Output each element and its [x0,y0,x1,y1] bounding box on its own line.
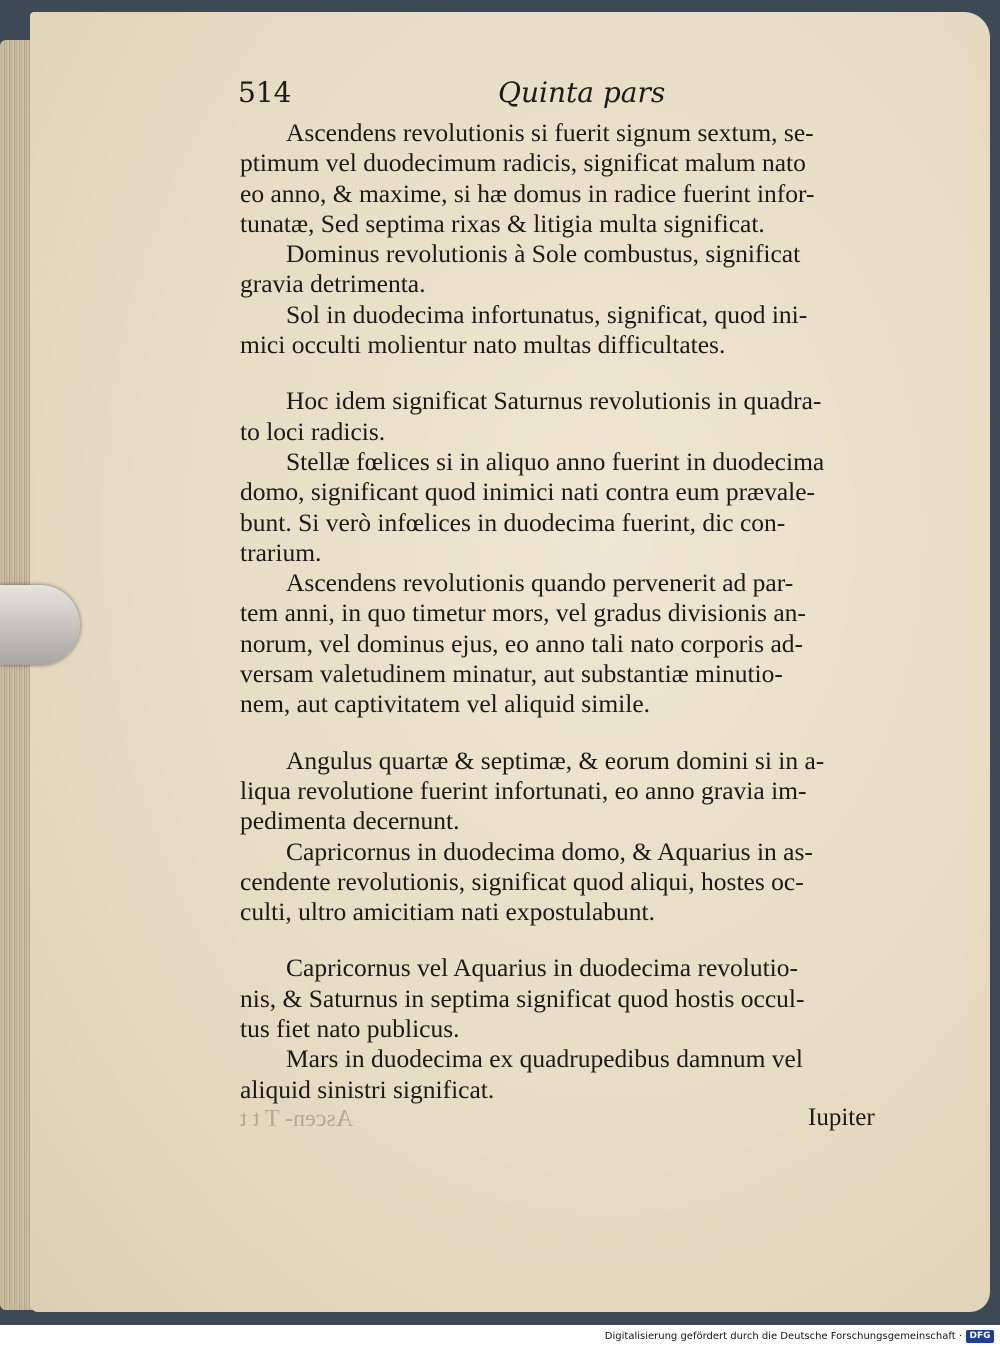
text-line: Capricornus in duodecima domo, & Aquarius in as- [286,836,813,866]
text-line: mici occulti molientur nato multas difficultates. [240,330,726,360]
paragraph [240,953,900,1044]
text-line: Sol in duodecima infortunatus, significat, quod ini- [286,299,808,329]
page-number: 514 [238,76,292,109]
text-line: nem, aut captivitatem vel aliquid simile. [240,689,651,719]
paragraph [240,1044,900,1105]
running-title: Quinta pars [498,76,666,109]
paragraph [240,239,900,300]
paragraph [240,746,900,837]
text-line: tunatæ, Sed septima rixas & litigia multa significat. [240,208,765,238]
text-line: Angulus quartæ & septimæ, & eorum domini si in a- [286,745,825,775]
paragraph [240,300,900,361]
text-line: Ascendens revolutionis si fuerit signum sextum, se- [286,118,814,147]
paragraph [240,568,900,719]
text-line: eo anno, & maxime, si hæ domus in radice fuerint infor- [240,178,815,208]
text-line: Dominus revolutionis à Sole combustus, significat [286,239,801,269]
text-line: to loci radicis. [240,416,386,446]
text-line: Mars in duodecima ex quadrupedibus damnum vel [286,1044,803,1074]
text-line: domo, significant quod inimici nati contra eum prævale- [240,477,816,507]
text-line: liqua revolutione fuerint infortunati, eo anno gravia im- [240,775,807,805]
text-line: aliquid sinistri significat. [240,1074,495,1104]
text-line: ptimum vel duodecimum radicis, significat malum nato [240,148,806,178]
text-line: culti, ultro amicitiam nati expostulabunt. [240,897,655,927]
text-line: Stellæ fœlices si in aliquo anno fuerint in duodecima [286,446,825,476]
page-header [238,76,898,116]
dfg-logo: DFG [966,1330,994,1343]
paragraph [240,837,900,928]
body-text [240,118,900,1105]
text-line: tem anni, in quo timetur mors, vel gradus divisionis an- [240,598,806,628]
text-line: tus fiet nato publicus. [240,1014,460,1044]
paragraph [240,447,900,568]
paragraph [240,386,900,447]
text-line: Hoc idem significat Saturnus revolutionis in quadra- [286,386,822,416]
text-line: norum, vel dominus ejus, eo anno tali nato corporis ad- [240,628,804,658]
catchword: Iupiter [808,1104,875,1131]
text-line: trarium. [240,537,322,567]
text-line: Ascendens revolutionis quando pervenerit ad par- [286,568,794,598]
show-through-text: Ascen- T t t [240,1106,354,1132]
text-line: bunt. Si verò infœlices in duodecima fuerint, dic con- [240,507,786,537]
text-line: gravia detrimenta. [240,269,426,299]
text-line: pedimenta decernunt. [240,806,460,836]
page-clip [0,585,80,665]
text-line: Capricornus vel Aquarius in duodecima revolutio- [286,953,799,983]
text-line: versam valetudinem minatur, aut substantiæ minutio- [240,659,783,689]
text-line: nis, & Saturnus in septima significat quod hostis occul- [240,983,805,1013]
paragraph [240,118,900,239]
text-line: cendente revolutionis, significat quod aliqui, hostes oc- [240,866,804,896]
footer-credit: Digitalisierung gefördert durch die Deutsche Forschungsgemeinschaft · [604,1331,962,1342]
